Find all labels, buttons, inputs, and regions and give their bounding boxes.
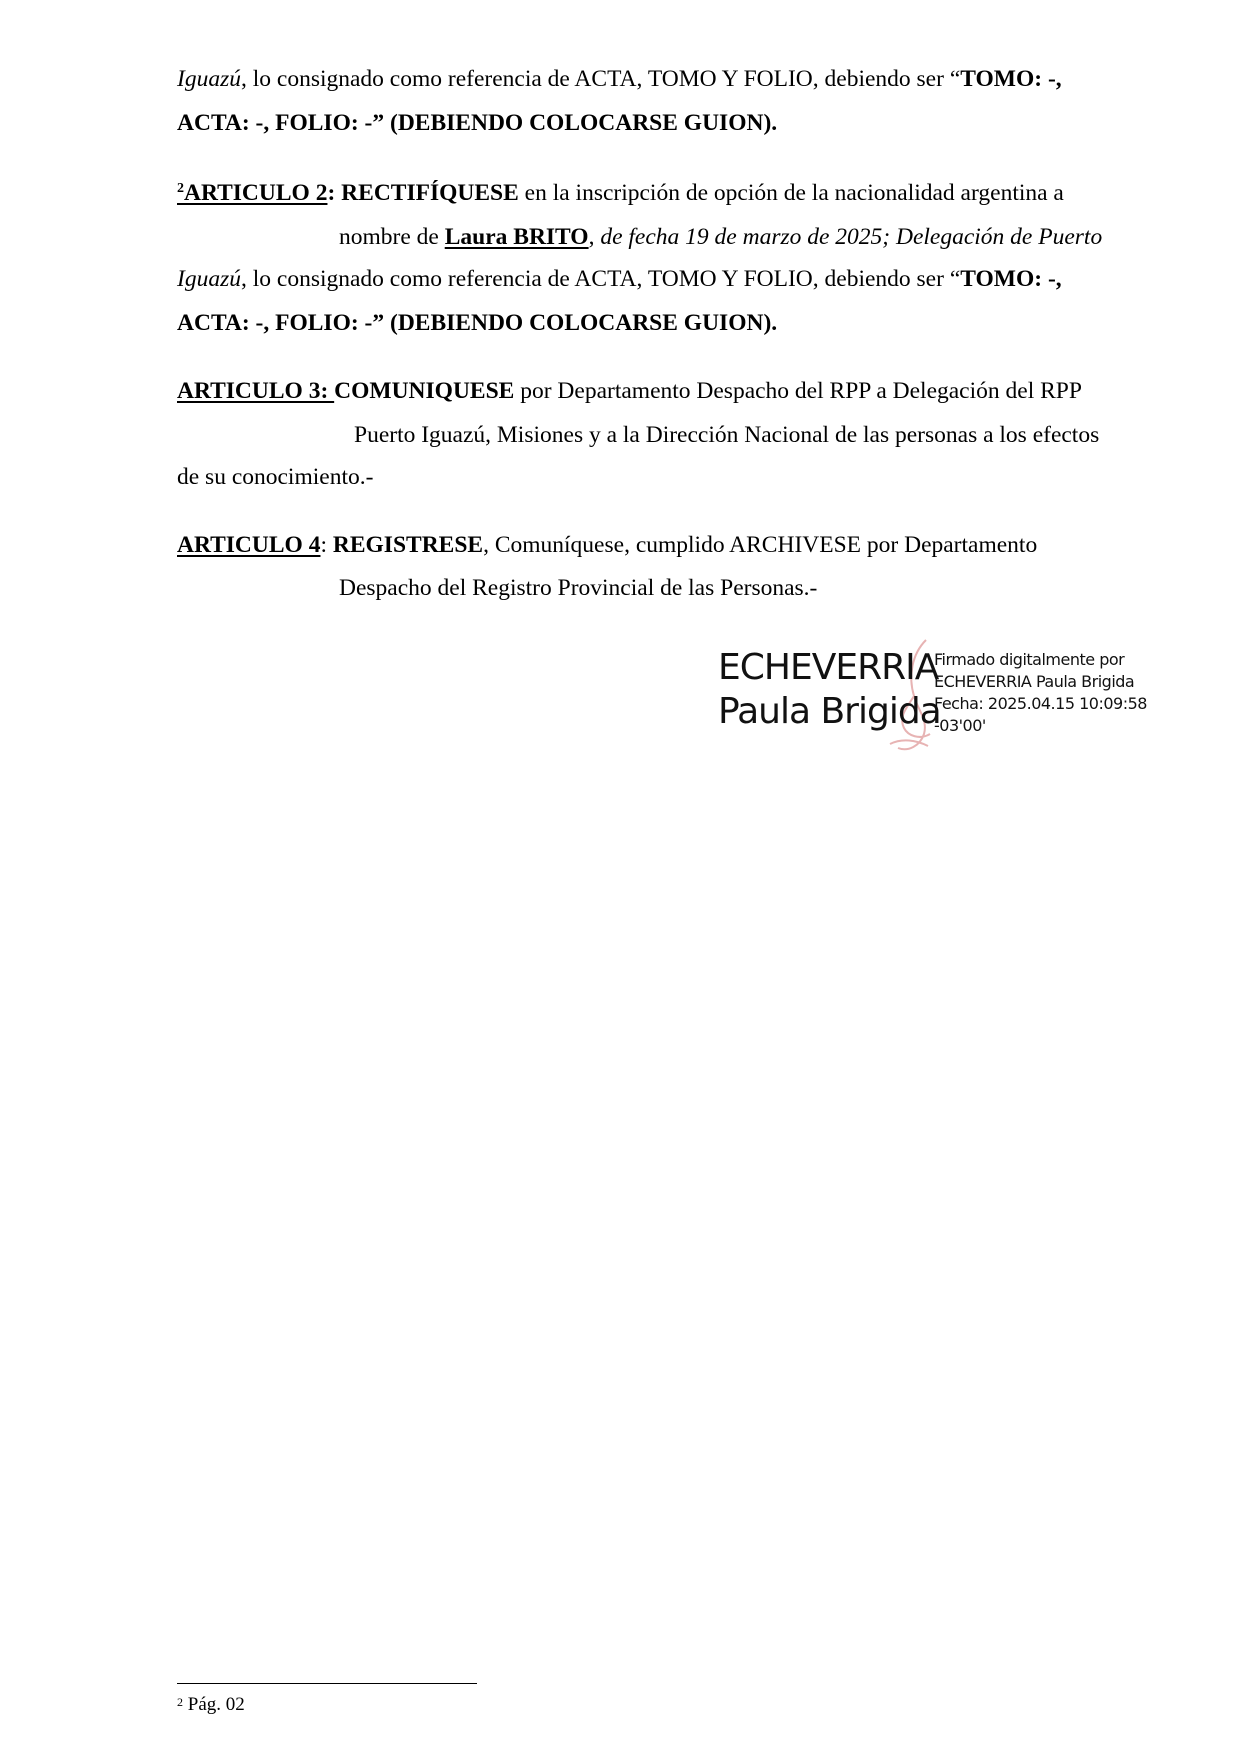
article3-verb: COMUNIQUESE: [334, 378, 515, 404]
signer-given-names: Paula Brigida: [718, 691, 941, 732]
signature-timezone: -03'00': [934, 716, 986, 735]
article2-line3: Iguazú, lo consignado como referencia de ACTA, TOMO Y FOLIO, debiendo ser “TOMO: -,: [177, 266, 1062, 292]
body-text: , lo consignado como referencia de ACTA, TOMO Y FOLIO, debiendo ser “: [240, 66, 961, 92]
place-name: Iguazú: [177, 66, 241, 92]
article2-line4: ACTA: -, FOLIO: -” (DEBIENDO COLOCARSE GUION).: [177, 310, 778, 336]
article2-heading: $^2$ARTICULO 2: [177, 180, 328, 206]
footnote-separator: [177, 1683, 477, 1684]
bold-text: TOMO: -,: [960, 66, 1062, 92]
article1-continuation-line2: ACTA: -, FOLIO: -” (DEBIENDO COLOCARSE GUION).: [177, 110, 778, 136]
signature-details: [934, 649, 1147, 737]
footnote-text: Pág. 02: [183, 1694, 245, 1715]
footnote-number: 2: [177, 1695, 183, 1709]
footnote: [177, 1693, 245, 1717]
article3-line2: Puerto Iguazú, Misiones y a la Dirección Nacional de las personas a los efectos: [354, 422, 1100, 448]
signature-detail-line: Firmado digitalmente por: [934, 650, 1125, 669]
signature-date: Fecha: 2025.04.15 10:09:58: [934, 694, 1147, 713]
article4-line1: ARTICULO 4: REGISTRESE, Comuníquese, cumplido ARCHIVESE por Departamento: [177, 532, 1038, 558]
article3-line3: de su conocimiento.-: [177, 464, 374, 490]
article1-continuation-line1: [177, 64, 1062, 94]
article4-heading: ARTICULO 4: [177, 532, 321, 558]
signature-detail-line: ECHEVERRIA Paula Brigida: [934, 672, 1135, 691]
article3-line1: ARTICULO 3: COMUNIQUESE por Departamento Despacho del RPP a Delegación del RPP: [177, 378, 1082, 404]
footnote-reference: 2: [177, 181, 184, 196]
signer-surname: ECHEVERRIA: [718, 647, 939, 688]
article3-heading: ARTICULO 3:: [177, 378, 335, 404]
article2-line1: $^2$ARTICULO 2: RECTIFÍQUESE en la inscripción de opción de la nacionalidad argentina a: [177, 180, 1064, 206]
article4-verb: REGISTRESE: [332, 532, 484, 558]
person-name: Laura BRITO: [444, 224, 589, 250]
digital-signature: [718, 636, 1158, 756]
article4-line2: Despacho del Registro Provincial de las Personas.-: [339, 575, 818, 601]
article2-line2: nombre de Laura BRITO, de fecha 19 de marzo de 2025; Delegación de Puerto: [339, 224, 1103, 250]
article2-verb: RECTIFÍQUESE: [341, 180, 519, 206]
